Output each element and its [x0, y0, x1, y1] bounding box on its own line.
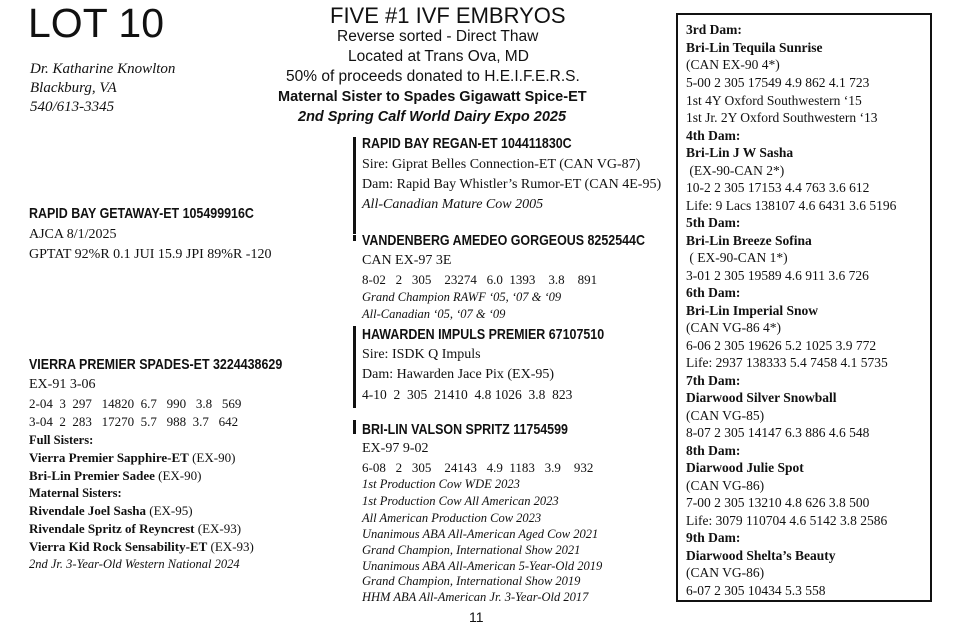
- pedigree-dam-line: 5-00 2 305 17549 4.9 862 4.1 723: [686, 75, 870, 90]
- full-sister-score: (EX-90): [154, 468, 202, 483]
- pedigree-dam-line: 6-07 2 305 10434 5.3 558: [686, 583, 826, 598]
- pedigree-dam-line: 6-06 2 305 19626 5.2 1025 3.9 772: [686, 338, 877, 353]
- pedigree-dam-label: 9th Dam:: [686, 530, 741, 545]
- page-title: FIVE #1 IVF EMBRYOS: [330, 3, 566, 28]
- pedigree-dam-line: (CAN VG-85): [686, 408, 765, 423]
- bracket-line-sire: [353, 137, 356, 234]
- grand-dam-award: Unanimous ABA All-American 5-Year-Old 2019: [362, 559, 603, 573]
- maternal-sister-score: (EX-93): [207, 539, 254, 554]
- grand-dam-award: All American Production Cow 2023: [362, 511, 542, 525]
- grand-dam-classification: EX-97 9-02: [362, 441, 429, 456]
- maternal-sisters-label: Maternal Sisters:: [29, 486, 122, 500]
- dam-sire-name: HAWARDEN IMPULS PREMIER 67107510: [362, 326, 605, 343]
- header-line-1: Reverse sorted - Direct Thaw: [337, 28, 539, 45]
- bracket-line-grand-dam: [353, 420, 356, 434]
- maternal-sister-score: (EX-95): [146, 503, 193, 518]
- full-sister-name: Bri-Lin Premier Sadee: [29, 468, 155, 483]
- owner-phone: 540/613-3345: [30, 99, 115, 115]
- grand-dam-award: HHM ABA All-American Jr. 3-Year-Old 2017: [362, 590, 589, 604]
- lot-number: LOT 10: [28, 0, 164, 46]
- bracket-line-sire-dam: [353, 235, 356, 241]
- pedigree-dam-line: (CAN VG-86): [686, 565, 765, 580]
- pedigree-dam-line: Life: 3079 110704 4.6 5142 3.8 2586: [686, 513, 888, 528]
- pedigree-dam-line: 8-07 2 305 14147 6.3 886 4.6 548: [686, 425, 870, 440]
- header-line-5: 2nd Spring Calf World Dairy Expo 2025: [298, 109, 567, 125]
- pedigree-dam-name: Diarwood Silver Snowball: [686, 390, 837, 405]
- header-line-3: 50% of proceeds donated to H.E.I.F.E.R.S.: [286, 68, 580, 85]
- pedigree-dam-line: (CAN VG-86 4*): [686, 320, 781, 335]
- maternal-sister: [29, 503, 193, 519]
- pedigree-dam-line: (CAN VG-86): [686, 478, 765, 493]
- maternal-sister-name: Rivendale Joel Sasha: [29, 503, 147, 518]
- subject-genomics: GPTAT 92%R 0.1 JUI 15.9 JPI 89%R -120: [29, 247, 272, 262]
- sire-dam-classification: CAN EX-97 3E: [362, 253, 452, 268]
- pedigree-dam-name: Diarwood Julie Spot: [686, 460, 804, 475]
- maternal-sister-name: Vierra Kid Rock Sensability-ET: [29, 539, 208, 554]
- full-sisters-label: Full Sisters:: [29, 433, 94, 447]
- header-line-4: Maternal Sister to Spades Gigawatt Spice-ET: [278, 89, 587, 105]
- grand-dam-name: BRI-LIN VALSON SPRITZ 11754599: [362, 421, 568, 438]
- pedigree-dam-line: ( EX-90-CAN 1*): [686, 250, 788, 265]
- pedigree-dam-label: 4th Dam:: [686, 128, 741, 143]
- sire-sire-line: Sire: Giprat Belles Connection-ET (CAN VG-87): [362, 157, 641, 172]
- pedigree-dam-line: 3-01 2 305 19589 4.6 911 3.6 726: [686, 268, 869, 283]
- grand-dam-award: 1st Production Cow All American 2023: [362, 494, 559, 508]
- pedigree-dam-name: Bri-Lin Breeze Sofina: [686, 233, 812, 248]
- pedigree-dam-line: Life: 9 Lacs 138107 4.6 6431 3.6 5196: [686, 198, 897, 213]
- grand-dam-record: 6-08 2 305 24143 4.9 1183 3.9 932: [362, 460, 594, 475]
- pedigree-dam-name: Bri-Lin J W Sasha: [686, 145, 794, 160]
- owner-name: Dr. Katharine Knowlton: [30, 61, 176, 77]
- pedigree-dam-line: 1st 4Y Oxford Southwestern ‘15: [686, 93, 862, 108]
- maternal-sister: [29, 521, 241, 537]
- pedigree-dam-name: Diarwood Shelta’s Beauty: [686, 548, 836, 563]
- pedigree-dam-line: Life: 2937 138333 5.4 7458 4.1 5735: [686, 355, 888, 370]
- maternal-sister-name: Rivendale Spritz of Reyncrest: [29, 521, 195, 536]
- maternal-sister: [29, 539, 254, 555]
- maternal-sister-score: (EX-93): [194, 521, 242, 536]
- sire-dam-record: 8-02 2 305 23274 6.0 1393 3.8 891: [362, 272, 598, 287]
- full-sister: [29, 468, 201, 484]
- pedigree-dam-label: 5th Dam:: [686, 215, 741, 230]
- subject-registration: AJCA 8/1/2025: [29, 227, 117, 242]
- pedigree-dam-label: 3rd Dam:: [686, 22, 742, 37]
- pedigree-dam-label: 7th Dam:: [686, 373, 741, 388]
- sire-dam-award: Grand Champion RAWF ‘05, ‘07 & ‘09: [362, 290, 562, 304]
- grand-dam-award: Grand Champion, International Show 2019: [362, 574, 581, 588]
- dam-record-1: 2-04 3 297 14820 6.7 990 3.8 569: [29, 396, 242, 411]
- sire-dam-award: All-Canadian ‘05, ‘07 & ‘09: [362, 307, 506, 321]
- page-number: 11: [469, 609, 484, 625]
- pedigree-dam-line: (EX-90-CAN 2*): [686, 163, 785, 178]
- pedigree-dam-line: (CAN EX-90 4*): [686, 57, 780, 72]
- sire-dam-name: VANDENBERG AMEDEO GORGEOUS 8252544C: [362, 232, 645, 249]
- grand-dam-award: 1st Production Cow WDE 2023: [362, 477, 520, 491]
- pedigree-dam-label: 6th Dam:: [686, 285, 741, 300]
- sire-name: RAPID BAY REGAN-ET 104411830C: [362, 135, 572, 152]
- dam-award: 2nd Jr. 3-Year-Old Western National 2024: [29, 557, 240, 571]
- dam-classification: EX-91 3-06: [29, 377, 96, 392]
- header-line-2: Located at Trans Ova, MD: [348, 48, 529, 65]
- grand-dam-award: Unanimous ABA All-American Aged Cow 2021: [362, 527, 599, 541]
- sire-award: All-Canadian Mature Cow 2005: [362, 197, 544, 212]
- pedigree-box: [676, 13, 932, 602]
- pedigree-dam-name: Bri-Lin Tequila Sunrise: [686, 40, 823, 55]
- full-sister: [29, 450, 235, 466]
- dam-name: VIERRA PREMIER SPADES-ET 3224438629: [29, 356, 283, 373]
- pedigree-dam-name: Bri-Lin Imperial Snow: [686, 303, 819, 318]
- dam-sire-dam-line: Dam: Hawarden Jace Pix (EX-95): [362, 367, 555, 382]
- pedigree-dam-label: 8th Dam:: [686, 443, 741, 458]
- dam-sire-record: 4-10 2 305 21410 4.8 1026 3.8 823: [362, 387, 573, 402]
- dam-sire-sire-line: Sire: ISDK Q Impuls: [362, 347, 481, 362]
- subject-name: RAPID BAY GETAWAY-ET 105499916C: [29, 205, 254, 222]
- pedigree-dam-line: 7-00 2 305 13210 4.8 626 3.8 500: [686, 495, 870, 510]
- grand-dam-award: Grand Champion, International Show 2021: [362, 543, 581, 557]
- pedigree-dam-line: 1st Jr. 2Y Oxford Southwestern ‘13: [686, 110, 878, 125]
- pedigree-dam-line: 10-2 2 305 17153 4.4 763 3.6 612: [686, 180, 870, 195]
- dam-record-2: 3-04 2 283 17270 5.7 988 3.7 642: [29, 414, 239, 429]
- full-sister-name: Vierra Premier Sapphire-ET: [29, 450, 189, 465]
- sire-dam-line: Dam: Rapid Bay Whistler’s Rumor-ET (CAN 4E-95): [362, 177, 662, 192]
- full-sister-score: (EX-90): [188, 450, 236, 465]
- bracket-line-dam-sire: [353, 326, 356, 408]
- owner-city: Blackburg, VA: [30, 80, 117, 96]
